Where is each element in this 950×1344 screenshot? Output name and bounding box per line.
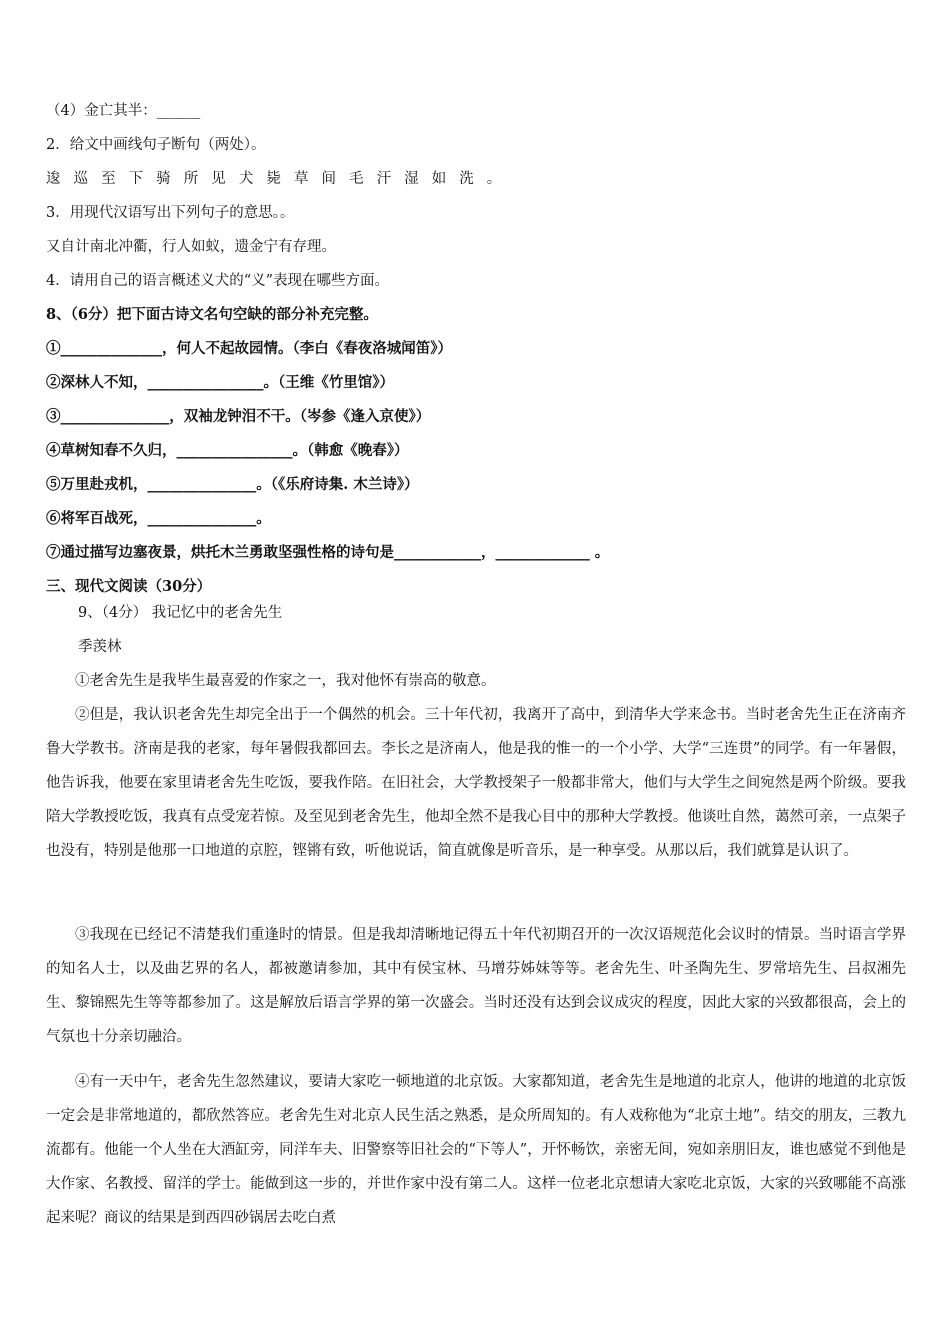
- article-paragraph-4: ④有一天中午，老舍先生忽然建议，要请大家吃一顿地道的北京饭。大家都知道，老舍先生是地道的北京人，他讲的地道的北京饭一定会是非常地道的，都欣然答应。老舍先生对北京人民生活之熟悉，是众所周知的。有人戏称他为“北京土地”。结交的朋友，三教九流都有。他能一个人坐在大酒缸旁，同洋车夫、旧警察等旧社会的“下等人”，开怀畅饮，亲密无间，宛如亲朋旧友，谁也感觉不到他是大作家、名教授、留洋的学士。能做到这一步的，并世作家中没有第二人。这样一位老北京想请大家吃北京饭，大家的兴致哪能不高涨起来呢？商议的结果是到西四砂锅居去吃白煮: [46, 1074, 906, 1226]
- article-author: 季羡林: [78, 639, 122, 655]
- question-9-title: 9、（4分） 我记忆中的老舍先生: [78, 605, 283, 621]
- question-3-sentence: 又自计南北冲衢，行人如蚁，遗金宁有存理。: [46, 239, 336, 255]
- poem-fill-item: ②深林人不知，________________。（王维《竹里馆》）: [46, 374, 394, 391]
- poem-fill-item: ③_______________，双袖龙钟泪不干。（岑参《逢入京使》）: [46, 408, 431, 425]
- question-2-label: 2．给文中画线句子断句（两处）。: [46, 137, 266, 153]
- article-paragraph-2: ②但是，我认识老舍先生却完全出于一个偶然的机会。三十年代初，我离开了高中，到清华大学来念书。当时老舍先生正在济南齐鲁大学教书。济南是我的老家，每年暑假我都回去。李长之是济南人，他是我的惟一的一个小学、大学“三连贯”的同学。有一年暑假，他告诉我，他要在家里请老舍先生吃饭，要我作陪。在旧社会，大学教授架子一般都非常大，他们与大学生之间宛然是两个阶级。要我陪大学教授吃饭，我真有点受宠若惊。及至见到老舍先生，他却全然不是我心目中的那种大学教授。他谈吐自然，蔼然可亲，一点架子也没有，特别是他那一口地道的京腔，铿锵有致，听他说话，简直就像是听音乐，是一种享受。从那以后，我们就算是认识了。: [46, 707, 906, 859]
- article-paragraph-1: ①老舍先生是我毕生最喜爱的作家之一，我对他怀有崇高的敬意。: [75, 673, 496, 689]
- poem-fill-item: ⑥将军百战死，_______________。: [46, 510, 271, 527]
- article-paragraph-3: ③我现在已经记不清楚我们重逢时的情景。但是我却清晰地记得五十年代初期召开的一次汉语规范化会议时的情景。当时语言学界的知名人士，以及曲艺界的名人，都被邀请参加，其中有侯宝林、马增芬姊妹等等。老舍先生、叶圣陶先生、罗常培先生、吕叔湘先生、黎锦熙先生等等都参加了。这是解放后语言学界的第一次盛会。当时还没有达到会议成灾的程度，因此大家的兴致都很高，会上的气氛也十分亲切融洽。: [46, 927, 906, 1045]
- question-3-label: 3．用现代汉语写出下列句子的意思。。: [46, 205, 295, 221]
- question-4b-label: 4．请用自己的语言概述义犬的“义”表现在哪些方面。: [46, 273, 390, 289]
- poem-fill-item: ⑤万里赴戎机，_______________。（《乐府诗集. 木兰诗》）: [46, 476, 419, 493]
- poem-fill-item: ①______________，何人不起故园情。（李白《春夜洛城闻笛》）: [46, 340, 452, 357]
- section-3-heading: 三、现代文阅读（30分）: [46, 578, 212, 595]
- poem-fill-item: ⑦通过描写边塞夜景，烘托木兰勇敢坚强性格的诗句是____________，_____________ 。: [46, 544, 610, 561]
- poem-fill-item: ④草树知春不久归，________________。（韩愈《晚春》）: [46, 442, 409, 459]
- question-4-item: （4）金亡其半：______: [46, 103, 201, 119]
- question-2-sentence: 逡巡至下骑所见犬毙草间毛汗湿如洗。: [46, 171, 515, 187]
- section-8-title: 8、（6分）把下面古诗文名句空缺的部分补充完整。: [46, 306, 378, 323]
